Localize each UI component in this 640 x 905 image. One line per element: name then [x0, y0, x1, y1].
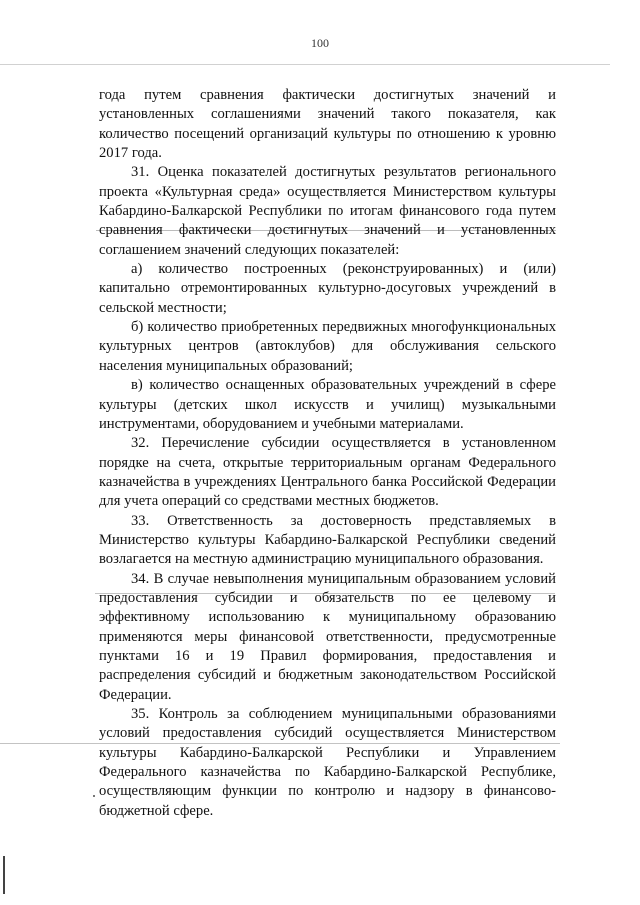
paragraph-31-b: б) количество приобретенных передвижных многофункциональных культурных центров (автоклубов) для обслуживания сельского населения муниципальных образований; [99, 319, 556, 374]
scan-artifact-edge [3, 856, 5, 894]
paragraph-continuation: года путем сравнения фактически достигнутых значений и установленных соглашениями значений такого показателя, как количество посещений организаций культуры по отношению к уровню 2017 года. [99, 87, 556, 162]
scan-artifact-line [0, 64, 610, 65]
paragraph-31-a: а) количество построенных (реконструированных) и (или) капитально отремонтированных культурно-досуговых учреждений в сельской местности; [99, 261, 556, 316]
paragraph-31-c: в) количество оснащенных образовательных учреждений в сфере культуры (детских школ искусств и училищ) музыкальными инструментами, оборудованием и учебными материалами. [99, 377, 556, 432]
paragraph-34: 34. В случае невыполнения муниципальным образованием условий предоставления субсидии и обязательств по ее целевому и эффективному использованию к муниципальному образованию применяются меры финансовой ответственности, предусмотренные пунктами 16 и 19 Правил формирования, предоставления и распределения субсидий и бюджетным законодательством Российской Федерации. [99, 570, 556, 703]
paragraph-33: 33. Ответственность за достоверность представляемых в Министерство культуры Кабардино-Балкарской Республики сведений возлагается на местную администрацию муниципального образования. [99, 512, 556, 568]
page-number: 100 [311, 36, 329, 50]
paragraph-35: 35. Контроль за соблюдением муниципальными образованиями условий предоставления субсидий осуществляется Министерством культуры Кабардино-Балкарской Республики и Управлением Федерального казначейства по Кабардино-Балкарской Республике, осуществляющим функции по контролю и надзору в финансово-бюджетной сфере. [99, 706, 556, 819]
paragraph-32: 32. Перечисление субсидии осуществляется в установленном порядке на счета, открытые территориальным органам Федерального казначейства в учреждениях Центрального банка Российской Федерации для учета операций со средствами местных бюджетов. [99, 435, 556, 510]
paragraph-31: 31. Оценка показателей достигнутых результатов регионального проекта «Культурная среда» осуществляется Министерством культуры Кабардино-Балкарской Республики по итогам финансового года путем сравнения фактически достигнутых значений и установленных соглашением значений следующих показателей: [99, 164, 556, 258]
document-body [99, 86, 556, 821]
scan-artifact-dot [93, 795, 95, 797]
